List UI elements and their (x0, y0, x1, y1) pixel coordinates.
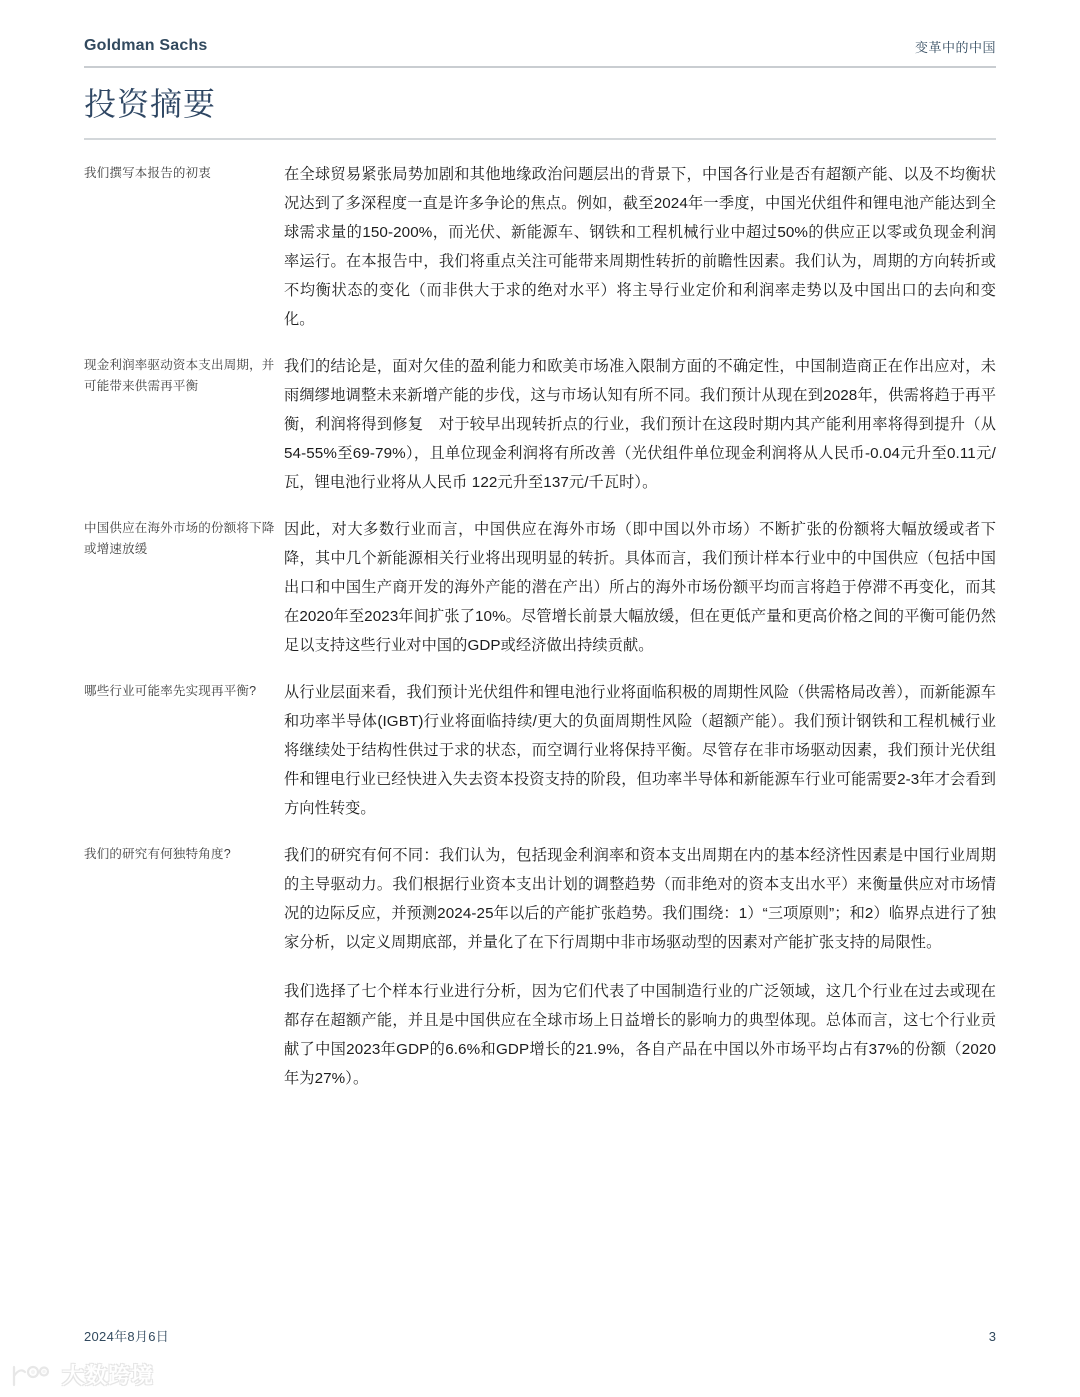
section-label: 我们的研究有何独特角度? (84, 847, 231, 861)
paragraph: 从行业层面来看，我们预计光伏组件和锂电池行业将面临积极的周期性风险（供需格局改善），而新能源车和功率半导体(IGBT)行业将面临持续/更大的负面周期性风险（超额产能）。我们预计钢铁和工程机械行业将继续处于结构性供过于求的状态，而空调行业将保持平衡。尽管存在非市场驱动因素，我们预计光伏组件和锂电行业已经快进入失去资本投资支持的阶段，但功率半导体和新能源车行业可能需要2-3年才会看到方向性转变。 (284, 684, 996, 817)
section-body (284, 352, 996, 497)
section-cash-margin-capex (84, 352, 996, 497)
page-title: 投资摘要 (84, 86, 217, 122)
section-body (284, 515, 996, 660)
section-label: 哪些行业可能率先实现再平衡? (84, 684, 257, 698)
title-underline-rule (84, 138, 996, 140)
paragraph: 我们的结论是，面对欠佳的盈利能力和欧美市场准入限制方面的不确定性，中国制造商正在作出应对，未雨绸缪地调整未来新增产能的步伐，这与市场认知有所不同。我们预计从现在到2028年，供需将趋于再平衡，利润将得到修复 对于较早出现转折点的行业，我们预计在这段时期内其产能利用率将得到提升（从54-55%至69-79%），且单位现金利润将有所改善（光伏组件单位现金利润将从人民币-0.04元升至0.11元/瓦，锂电池行业将从人民币 122元升至137元/千瓦时）。 (284, 358, 996, 491)
section-body (284, 160, 996, 334)
section-label: 中国供应在海外市场的份额将下降或增速放缓 (84, 521, 275, 556)
paragraph: 我们的研究有何不同：我们认为，包括现金利润率和资本支出周期在内的基本经济性因素是中国行业周期的主导驱动力。我们根据行业资本支出计划的调整趋势（而非绝对的资本支出水平）来衡量供应对市场情况的边际反应，并预测2024-25年以后的产能扩张趋势。我们围绕：1）“三项原则”；和2）临界点进行了独家分析，以定义周期底部，并量化了在下行周期中非市场驱动型的因素对产能扩张支持的局限性。 (284, 847, 996, 951)
footer-page-number: 3 (988, 1329, 996, 1344)
watermark-text: 大数跨境 (62, 1363, 155, 1388)
footer-date: 2024年8月6日 (84, 1329, 170, 1344)
watermark (8, 1363, 154, 1389)
paragraph: 我们选择了七个样本行业进行分析，因为它们代表了中国制造行业的广泛领域，这几个行业在过去或现在都存在超额产能，并且是中国供应在全球市场上日益增长的影响力的典型体现。总体而言，这七个行业贡献了中国2023年GDP的6.6%和GDP增长的21.9%，各自产品在中国以外市场平均占有37%的份额（2020年为27%）。 (284, 983, 996, 1087)
header-rule (84, 66, 996, 68)
running-title: 变革中的中国 (914, 40, 996, 55)
article-body (84, 160, 996, 1111)
section-overseas-share (84, 515, 996, 660)
brand-wordmark: Goldman Sachs (84, 37, 208, 54)
section-label: 现金利润率驱动资本支出周期，并可能带来供需再平衡 (84, 358, 275, 393)
running-head (84, 36, 996, 64)
section-which-industries (84, 678, 996, 823)
section-body (284, 841, 996, 1093)
page-footer (84, 1326, 996, 1345)
paragraph: 在全球贸易紧张局势加剧和其他地缘政治问题层出的背景下，中国各行业是否有超额产能、以及不均衡状况达到了多深程度一直是许多争论的焦点。例如，截至2024年一季度，中国光伏组件和锂电池产能达到全球需求量的150-200%，而光伏、新能源车、钢铁和工程机械行业中超过50%的供应正以零或负现金利润率运行。在本报告中，我们将重点关注可能带来周期性转折的前瞻性因素。我们认为，周期的方向转折或不均衡状态的变化（而非供大于求的绝对水平）将主导行业定价和利润率走势以及中国出口的去向和变化。 (284, 166, 996, 328)
section-rationale (84, 160, 996, 334)
paragraph: 因此，对大多数行业而言，中国供应在海外市场（即中国以外市场）不断扩张的份额将大幅放缓或者下降，其中几个新能源相关行业将出现明显的转折。具体而言，我们预计样本行业中的中国供应（包括中国出口和中国生产商开发的海外产能的潜在产出）所占的海外市场份额平均而言将趋于停滞不再变化，而其在2020年至2023年间扩张了10%。尽管增长前景大幅放缓，但在更低产量和更高价格之间的平衡可能仍然足以支持这些行业对中国的GDP或经济做出持续贡献。 (284, 521, 996, 654)
section-body (284, 678, 996, 823)
section-unique-angle (84, 841, 996, 1093)
watermark-logo-icon (8, 1363, 54, 1389)
section-label: 我们撰写本报告的初衷 (84, 166, 212, 180)
